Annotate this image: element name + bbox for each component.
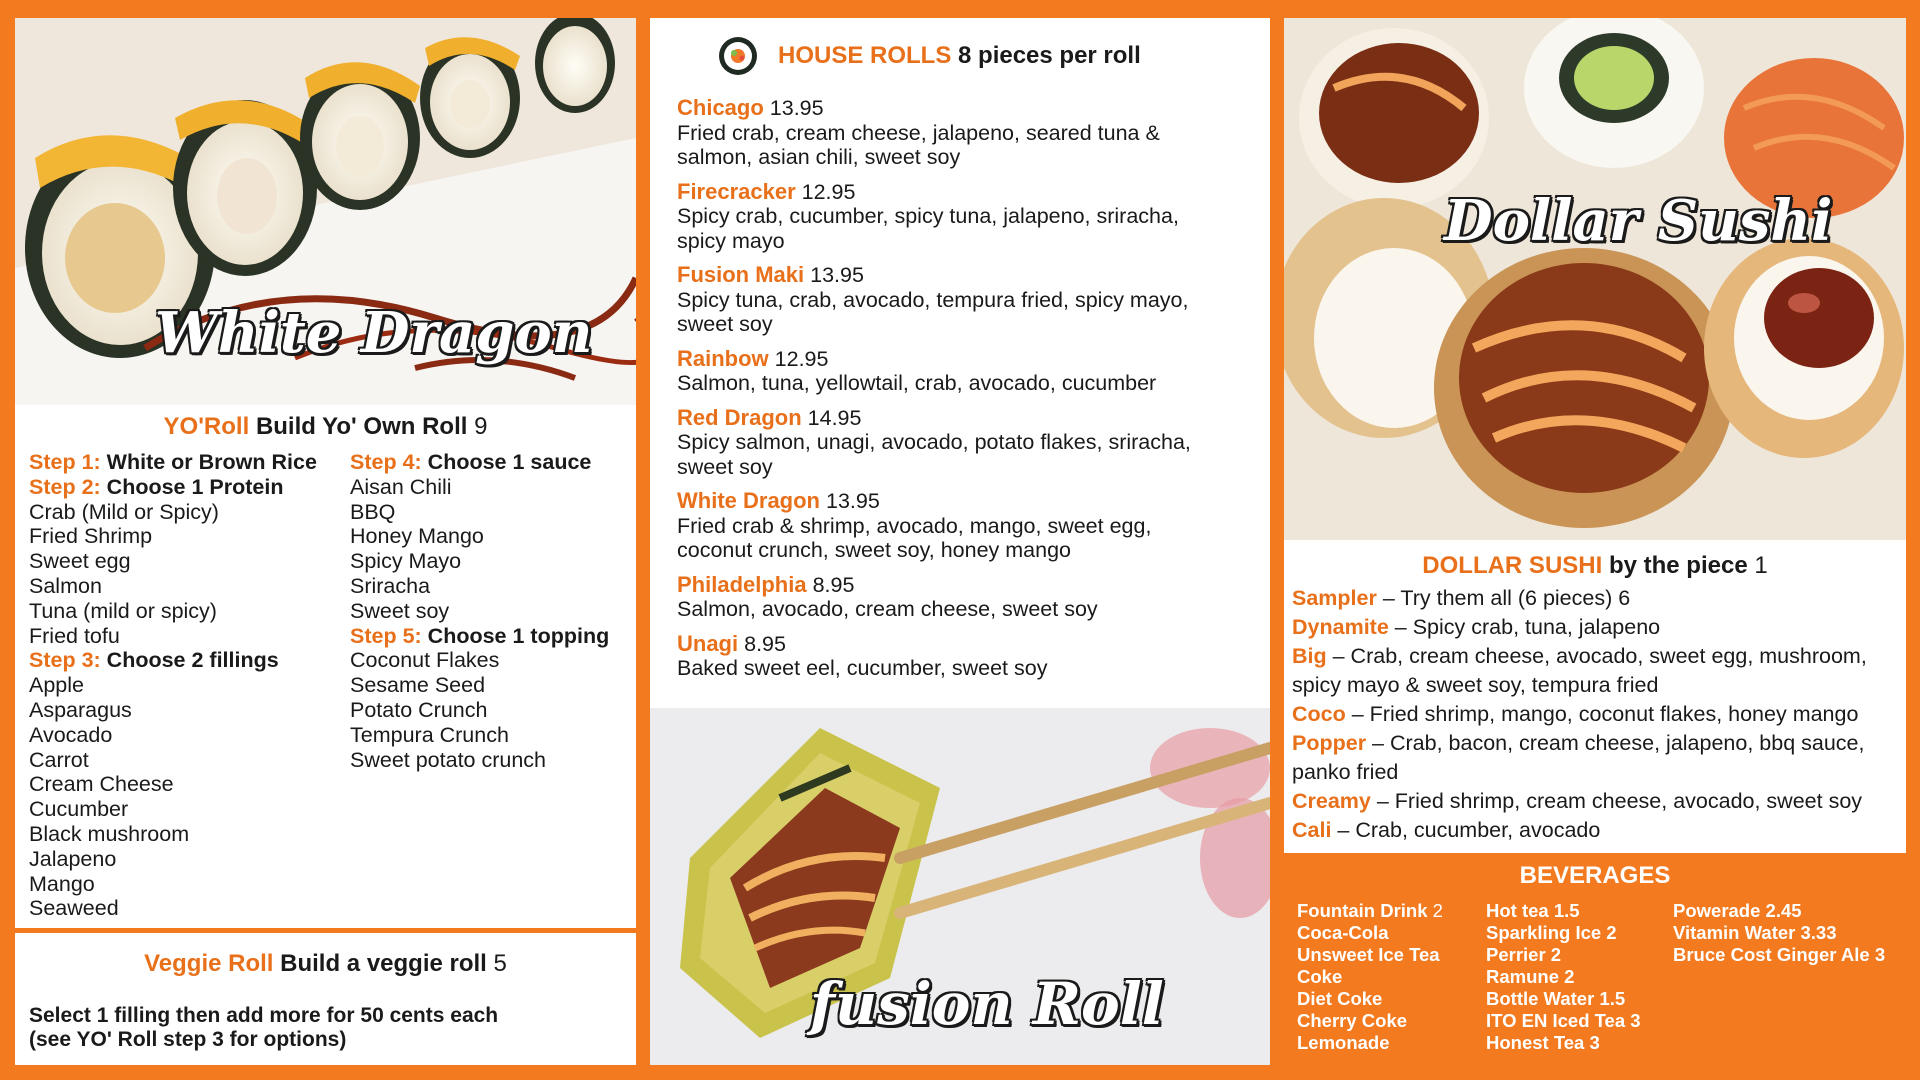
yoroll-step — [29, 450, 350, 475]
beverage-item — [1297, 900, 1486, 922]
house-roll-desc: salmon, asian chili, sweet soy — [677, 145, 961, 169]
yoroll-step-text: White or Brown Rice — [106, 450, 317, 474]
dollar-sushi-item — [1284, 642, 1906, 700]
yoroll-option: Sesame Seed — [350, 673, 486, 698]
beverage-item: Hot tea 1.5 — [1486, 900, 1580, 921]
yoroll-step-label: Step 1: — [29, 450, 101, 474]
house-roll-price: 8.95 — [812, 572, 855, 597]
house-roll-item — [677, 263, 1260, 337]
house-roll-header — [677, 96, 1260, 121]
dollar-sushi-caption: Dollar Sushi — [1444, 188, 1833, 254]
veggie-title — [15, 950, 636, 978]
dollar-sushi-desc: – Crab, bacon, cream cheese, jalapeno, bbq sauce, panko fried — [1292, 731, 1865, 784]
yoroll-step-text: Choose 1 Protein — [106, 474, 284, 499]
house-roll-price: 14.95 — [807, 405, 862, 430]
white-dragon-caption: White Dragon — [155, 300, 593, 366]
house-rolls-title-orange: HOUSE ROLLS — [778, 42, 952, 69]
fountain-drink-label: Fountain Drink — [1297, 900, 1428, 921]
yoroll-option: Cream Cheese — [29, 772, 174, 797]
house-roll-desc: Spicy salmon, unagi, avocado, potato flakes, sriracha, — [677, 430, 1191, 454]
house-roll-name: Fusion Maki — [677, 262, 805, 287]
fusion-roll-caption: fusion Roll — [810, 970, 1164, 1038]
yoroll-step-text: Choose 1 sauce — [427, 450, 592, 474]
yoroll-step-text: Choose 1 topping — [427, 623, 610, 648]
beverage-item: Bottle Water 1.5 — [1486, 988, 1626, 1009]
house-roll-item — [677, 180, 1260, 254]
house-roll-price: 12.95 — [801, 179, 856, 204]
house-roll-item — [677, 573, 1260, 622]
dollar-sushi-name: Sampler — [1292, 586, 1377, 610]
dollar-sushi-desc: – Crab, cream cheese, avocado, sweet egg, mushroom, spicy mayo & sweet soy, tempura fried — [1292, 644, 1867, 697]
house-roll-header — [677, 180, 1260, 205]
beverage-item: Unsweet Ice Tea — [1297, 944, 1440, 965]
dollar-sushi-item — [1284, 700, 1906, 729]
yoroll-option: Potato Crunch — [350, 697, 488, 722]
yoroll-panel — [15, 405, 636, 928]
dollar-sushi-desc: – Crab, cucumber, avocado — [1331, 818, 1601, 842]
house-roll-desc: Salmon, avocado, cream cheese, sweet soy — [677, 597, 1098, 621]
house-roll-item — [677, 347, 1260, 396]
house-roll-name: Chicago — [677, 95, 764, 120]
house-roll-item — [677, 489, 1260, 563]
house-roll-header — [677, 573, 1260, 598]
dollar-sushi-desc: – Try them all (6 pieces) 6 — [1376, 586, 1631, 610]
dollar-sushi-item — [1284, 729, 1906, 787]
house-roll-price: 13.95 — [825, 489, 880, 513]
dollar-sushi-panel — [1284, 540, 1906, 853]
yoroll-option: Sweet potato crunch — [350, 747, 547, 772]
dollar-sushi-title-bold: by the piece — [1608, 552, 1748, 579]
house-roll-desc: Salmon, tuna, yellowtail, crab, avocado, cucumber — [677, 371, 1157, 395]
dollar-sushi-title-orange: DOLLAR SUSHI — [1422, 552, 1603, 579]
house-roll-name: Red Dragon — [677, 404, 802, 430]
dollar-sushi-item — [1284, 613, 1906, 642]
yoroll-step — [29, 475, 350, 500]
house-roll-price: 13.95 — [810, 263, 864, 287]
yoroll-title-orange: YO'Roll — [163, 413, 250, 440]
dollar-sushi-desc: – Fried shrimp, mango, coconut flakes, honey mango — [1345, 702, 1859, 726]
yoroll-option: Apple — [29, 673, 84, 698]
house-roll-item — [677, 406, 1260, 480]
veggie-title-orange: Veggie Roll — [144, 950, 274, 977]
beverages-column-3 — [1673, 900, 1885, 1054]
dollar-sushi-illustration — [1284, 18, 1906, 540]
house-rolls-title-bold: 8 pieces per roll — [958, 42, 1141, 69]
yoroll-option: Sriracha — [350, 573, 431, 598]
beverage-item: Coca-Cola — [1297, 922, 1389, 943]
beverage-item: Diet Coke — [1297, 988, 1383, 1009]
yoroll-option: Salmon — [29, 573, 102, 598]
yoroll-step — [350, 624, 609, 649]
yoroll-option: Carrot — [29, 747, 89, 772]
beverages-column-1 — [1297, 900, 1486, 1054]
white-dragon-photo — [15, 18, 636, 405]
house-roll-header — [677, 347, 1260, 372]
yoroll-option: Mango — [29, 871, 95, 896]
dollar-sushi-name: Creamy — [1292, 789, 1371, 813]
yoroll-option: Tuna (mild or spicy) — [29, 598, 217, 623]
yoroll-option: Coconut Flakes — [350, 648, 500, 673]
yoroll-option: Fried tofu — [29, 623, 120, 648]
yoroll-right-column — [350, 450, 609, 921]
yoroll-option: Cucumber — [29, 797, 129, 822]
beverage-item: Honest Tea 3 — [1486, 1032, 1600, 1053]
yoroll-option: Crab (Mild or Spicy) — [29, 499, 219, 524]
house-roll-price: 8.95 — [744, 631, 786, 656]
dollar-sushi-item — [1284, 584, 1906, 613]
house-roll-desc: sweet soy — [677, 454, 773, 479]
house-roll-price: 13.95 — [769, 96, 824, 120]
beverage-item: Vitamin Water 3.33 — [1673, 922, 1837, 943]
dollar-sushi-name: Big — [1292, 644, 1327, 668]
veggie-title-bold: Build a veggie roll — [280, 950, 487, 977]
dollar-sushi-name: Dynamite — [1292, 615, 1389, 639]
beverage-item: Cherry Coke — [1297, 1010, 1408, 1031]
yoroll-option: Seaweed — [29, 896, 119, 921]
yoroll-option: BBQ — [350, 499, 396, 524]
dollar-sushi-item — [1284, 816, 1906, 845]
beverage-item: Sparkling Ice 2 — [1486, 922, 1617, 943]
sushi-roll-icon — [718, 36, 758, 76]
dollar-sushi-name: Cali — [1292, 818, 1332, 842]
yoroll-option: Avocado — [29, 722, 113, 747]
house-roll-header — [677, 263, 1260, 288]
dollar-sushi-name: Coco — [1292, 702, 1346, 726]
dollar-sushi-price: 1 — [1754, 552, 1768, 579]
yoroll-step-text: Choose 2 fillings — [106, 648, 279, 673]
house-roll-desc: Spicy crab, cucumber, spicy tuna, jalapeno, sriracha, — [677, 204, 1179, 228]
yoroll-option: Honey Mango — [350, 524, 484, 549]
house-roll-desc: sweet soy — [677, 312, 773, 336]
dollar-sushi-name: Popper — [1292, 731, 1367, 755]
yoroll-option: Sweet soy — [350, 598, 450, 623]
yoroll-step — [29, 648, 350, 673]
dollar-sushi-photo — [1284, 18, 1906, 540]
dollar-sushi-desc: – Fried shrimp, cream cheese, avocado, sweet soy — [1370, 789, 1863, 813]
yoroll-step — [350, 450, 609, 475]
house-roll-desc: Baked sweet eel, cucumber, sweet soy — [677, 656, 1048, 680]
dollar-sushi-item — [1284, 787, 1906, 816]
fusion-roll-photo — [650, 708, 1270, 1065]
house-roll-desc: coconut crunch, sweet soy, honey mango — [677, 538, 1071, 562]
yoroll-option: Spicy Mayo — [350, 549, 462, 574]
house-roll-desc: Spicy tuna, crab, avocado, tempura fried, spicy mayo, — [677, 287, 1189, 312]
house-roll-name: Rainbow — [677, 345, 769, 371]
house-roll-desc: spicy mayo — [677, 228, 785, 253]
beverage-item: Poweradе 2.45 — [1673, 900, 1802, 921]
house-rolls-panel — [650, 18, 1270, 708]
house-rolls-title — [778, 42, 1141, 70]
beverage-item: Ramune 2 — [1486, 966, 1575, 987]
beverage-item: Lemonade — [1297, 1032, 1390, 1053]
yoroll-price: 9 — [474, 413, 488, 440]
house-roll-header — [677, 489, 1260, 514]
house-roll-name: White Dragon — [677, 488, 820, 513]
yoroll-step-label: Step 3: — [29, 648, 101, 673]
dollar-sushi-title — [1284, 552, 1906, 580]
house-roll-name: Firecracker — [677, 178, 796, 204]
house-roll-name: Philadelphia — [677, 571, 807, 597]
beverages-column-2 — [1486, 900, 1673, 1054]
yoroll-option: Black mushroom — [29, 821, 190, 846]
house-roll-price: 12.95 — [774, 346, 829, 371]
yoroll-step-label: Step 5: — [350, 623, 422, 648]
house-rolls-list — [677, 96, 1260, 691]
dollar-sushi-desc: – Spicy crab, tuna, jalapeno — [1388, 615, 1661, 639]
yoroll-title-bold: Build Yo' Own Roll — [255, 413, 468, 440]
house-roll-desc: Fried crab, cream cheese, jalapeno, seared tuna & — [677, 120, 1160, 145]
veggie-price: 5 — [493, 950, 507, 977]
house-roll-header — [677, 632, 1260, 657]
beverage-item: ITO EN Iced Tea 3 — [1486, 1010, 1641, 1031]
yoroll-option: Sweet egg — [29, 549, 131, 574]
house-roll-item — [677, 96, 1260, 170]
house-roll-header — [677, 406, 1260, 431]
beverage-item: Bruce Cost Ginger Ale 3 — [1673, 944, 1886, 965]
veggie-line2: (see YO' Roll step 3 for options) — [29, 1028, 347, 1051]
beverages-section — [1284, 862, 1906, 1072]
fountain-drink-price: 2 — [1432, 900, 1443, 921]
yoroll-option: Fried Shrimp — [29, 524, 153, 549]
yoroll-left-column — [29, 450, 350, 921]
yoroll-option: Jalapeno — [29, 846, 117, 871]
yoroll-option: Tempura Crunch — [350, 722, 509, 747]
yoroll-option: Aisan Chili — [350, 474, 452, 499]
veggie-line1: Select 1 filling then add more for 50 cents each — [29, 1004, 499, 1027]
beverage-item: Perrier 2 — [1486, 944, 1562, 965]
house-roll-name: Unagi — [677, 630, 739, 656]
yoroll-step-label: Step 2: — [29, 474, 101, 499]
beverages-title: BEVERAGES — [1519, 862, 1671, 889]
veggie-panel — [15, 933, 636, 1065]
yoroll-title — [15, 413, 636, 441]
beverage-item: Coke — [1297, 966, 1343, 987]
dollar-sushi-list — [1284, 584, 1906, 845]
yoroll-step-label: Step 4: — [350, 450, 422, 474]
yoroll-option: Asparagus — [29, 697, 132, 722]
house-roll-item — [677, 632, 1260, 681]
house-roll-desc: Fried crab & shrimp, avocado, mango, sweet egg, — [677, 513, 1152, 538]
